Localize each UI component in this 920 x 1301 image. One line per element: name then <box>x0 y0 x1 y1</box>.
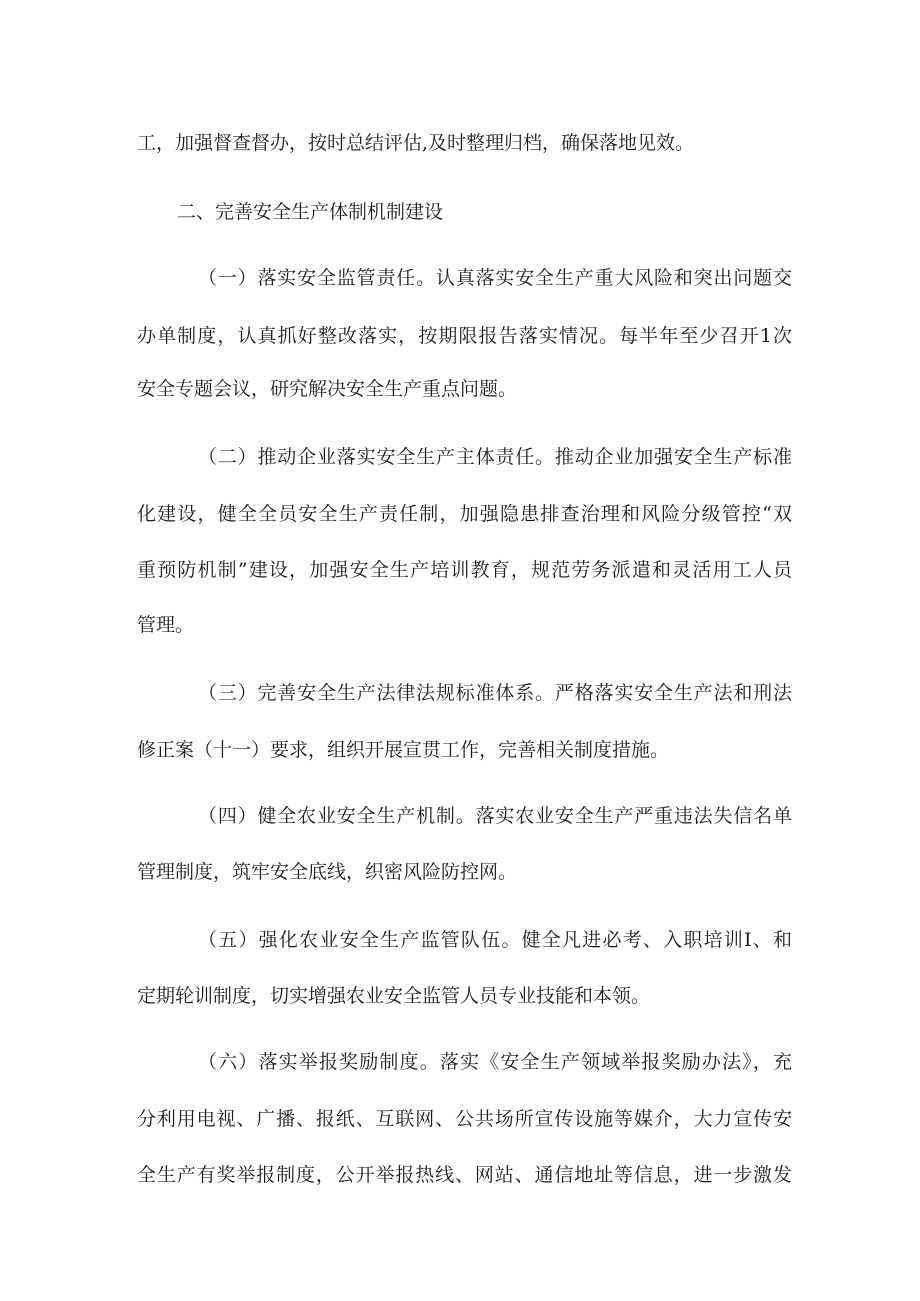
text-line: （一）落实安全监管责任。认真落实安全生产重大风险和突出问题交 <box>198 267 792 289</box>
text-line: 管理制度，筑牢安全底线，织密风险防控网。 <box>137 861 518 883</box>
text-line: 管理。 <box>137 614 195 636</box>
text-line: 安全专题会议，研究解决安全生产重点问题。 <box>137 378 518 400</box>
section-heading: 二、完善安全生产体制机制建设 <box>177 201 444 223</box>
text-line: （六）落实举报奖励制度。落实《安全生产领域举报奖励办法》，充 <box>198 1051 792 1073</box>
text-line: 重预防机制”建设，加强安全生产培训教育，规范劳务派遣和灵活用工人员 <box>137 559 792 581</box>
text-line: （四）健全农业安全生产机制。落实农业安全生产严重违法失信名单 <box>198 805 792 827</box>
text-line: 全生产有奖举报制度，公开举报热线、网站、通信地址等信息，进一步激发 <box>137 1164 792 1186</box>
text-line: 定期轮训制度，切实增强农业安全监管人员专业技能和本领。 <box>137 985 651 1007</box>
text-line: （三）完善安全生产法律法规标准体系。严格落实安全生产法和刑法 <box>198 682 792 704</box>
text-line: （二）推动企业落实安全生产主体责任。推动企业加强安全生产标准 <box>198 446 792 468</box>
text-line: 分利用电视、广播、报纸、互联网、公共场所宣传设施等媒介，大力宣传安 <box>137 1108 792 1130</box>
text-line: 办单制度，认真抓好整改落实，按期限报告落实情况。每半年至少召开1次 <box>137 325 792 347</box>
text-line: （五）强化农业安全生产监管队伍。健全凡进必考、入职培训I、和 <box>198 929 792 951</box>
text-line: 工，加强督查督办，按时总结评估,及时整理归档，确保落地见效。 <box>137 132 695 154</box>
text-line: 修正案（十一）要求，组织开展宣贯工作，完善相关制度措施。 <box>137 739 670 761</box>
text-line: 化建设，健全全员安全生产责任制，加强隐患排查治理和风险分级管控“双 <box>137 503 792 525</box>
